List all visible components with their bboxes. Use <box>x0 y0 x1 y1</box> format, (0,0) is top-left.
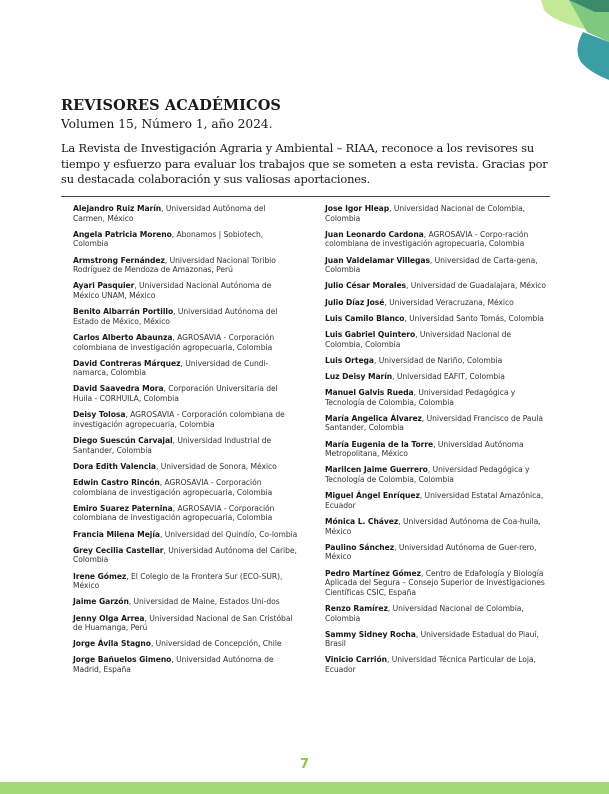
reviewer-name: Renzo Ramírez <box>325 603 388 613</box>
reviewer-affiliation: , Universidad de Concepción, Chile <box>150 639 282 649</box>
reviewer-affiliation: , Abonamos | Sobiotech, Colombia <box>73 229 264 249</box>
reviewer-affiliation: , Universidad de Carta-gena, Colombia <box>325 255 538 275</box>
reviewer-affiliation: , Universidad Autónoma del Estado de México, México <box>73 307 278 326</box>
reviewer-affiliation: , Universidad Francisco de Paula Santander, Colombia <box>325 413 543 433</box>
reviewer-affiliation: , El Colegio de la Frontera Sur (ECO-SUR), México <box>73 571 283 591</box>
reviewer-name: Pedro Martínez Gómez <box>325 568 421 578</box>
reviewer-name: Paulino Sánchez <box>325 542 395 552</box>
reviewer-name: Jenny Olga Arrea <box>73 613 145 623</box>
reviewer-entry <box>73 546 298 565</box>
reviewer-entry <box>73 204 298 223</box>
reviewer-entry <box>73 410 298 429</box>
reviewer-name: Jose Igor Hleap <box>325 204 390 213</box>
reviewers-left-column <box>73 204 298 681</box>
reviewer-entry <box>325 465 550 484</box>
reviewer-affiliation: , Universidad Pedagógica y Tecnología de Colombia, Colombia <box>325 465 530 484</box>
reviewer-name: María Angelica Álvarez <box>325 413 422 423</box>
reviewer-name: María Eugenia de la Torre <box>325 439 434 449</box>
reviewer-entry <box>325 330 550 349</box>
reviewer-affiliation: , Centro de Edafología y Biología Aplicada del Segura – Consejo Superior de Investigaciones Científicas CSIC, España <box>325 568 545 597</box>
reviewer-name: Diego Suescún Carvajal <box>73 436 173 446</box>
reviewer-affiliation: , Universidad Autónoma del Carmen, México <box>73 204 266 223</box>
reviewer-entry <box>73 639 298 649</box>
reviewer-name: Armstrong Fernández <box>73 255 165 265</box>
page-title: REVISORES ACADÉMICOS <box>61 97 282 114</box>
reviewer-entry <box>325 281 550 291</box>
reviewer-name: Emiro Suarez Paternina <box>73 503 173 513</box>
reviewer-name: Luz Deisy Marín <box>325 371 393 381</box>
reviewers-right-column <box>325 204 550 681</box>
reviewer-entry <box>73 436 298 455</box>
reviewer-name: Juan Valdelamar Villegas <box>325 255 430 265</box>
reviewer-affiliation: , Universidad Industrial de Santander, Colombia <box>73 436 272 455</box>
reviewer-affiliation: , Universidade Estadual do Piauí, Brasil <box>325 629 539 649</box>
reviewer-name: Jorge Ávila Stagno <box>73 639 151 649</box>
reviewer-affiliation: , Universidad Autónoma del Caribe, Colombia <box>73 545 297 565</box>
reviewer-entry <box>73 462 298 472</box>
reviewer-entry <box>73 572 298 591</box>
reviewer-affiliation: , Universidad Autónoma de Coa-huila, México <box>325 516 541 536</box>
reviewer-affiliation: , Universidad de Sonora, México <box>155 461 277 471</box>
reviewer-name: Miguel Ángel Enríquez <box>325 491 420 501</box>
reviewer-name: Marilcen Jaime Guerrero <box>325 465 428 475</box>
reviewer-entry <box>73 307 298 326</box>
reviewer-affiliation: , AGROSAVIA - Corporación colombiana de investigación agropecuaria, Colombia <box>73 410 285 429</box>
reviewer-entry <box>325 298 550 308</box>
reviewer-affiliation: , Universidad Nacional de San Cristóbal de Huamanga, Perú <box>73 613 293 633</box>
reviewer-entry <box>325 256 550 275</box>
reviewer-name: Manuel Galvis Rueda <box>325 388 414 398</box>
reviewer-name: Juan Leonardo Cardona <box>325 229 424 239</box>
reviewer-entry <box>325 491 550 510</box>
reviewer-entry <box>325 569 550 598</box>
reviewer-entry <box>325 388 550 407</box>
reviewer-entry <box>73 614 298 633</box>
reviewer-name: Alejandro Ruiz Marín <box>73 204 162 213</box>
reviewer-name: Edwin Castro Rincón <box>73 478 160 487</box>
reviewers-list <box>61 204 550 681</box>
reviewer-name: Irene Gómez <box>73 571 127 581</box>
reviewer-affiliation: , Universidad Nacional de Colombia, Colombia <box>325 603 524 623</box>
reviewer-entry <box>73 655 298 674</box>
reviewer-name: Sammy Sidney Rocha <box>325 629 416 639</box>
reviewer-name: Deisy Tolosa <box>73 410 126 420</box>
footer-bar <box>0 782 609 794</box>
page-number: 7 <box>299 757 310 772</box>
reviewer-name: Benito Albarrán Portillo <box>73 307 174 317</box>
reviewer-affiliation: , Universidad Autónoma de Madrid, España <box>73 655 274 675</box>
reviewer-entry <box>325 543 550 562</box>
reviewer-entry <box>73 333 298 352</box>
reviewer-entry <box>73 478 298 497</box>
reviewer-affiliation: , Universidad del Quindío, Co-lombia <box>159 529 298 539</box>
reviewer-affiliation: , Universidad Nacional Autónoma de México UNAM, México <box>73 281 272 300</box>
reviewer-affiliation: , Universidad Técnica Particular de Loja, Ecuador <box>325 655 536 675</box>
reviewer-name: Vinicio Carrión <box>325 655 387 665</box>
reviewer-affiliation: , Universidad de Nariño, Colombia <box>374 355 503 365</box>
reviewer-name: Luis Gabriel Quintero <box>325 329 416 339</box>
reviewer-affiliation: , Universidad de Guadalajara, México <box>406 281 546 291</box>
reviewer-entry <box>325 604 550 623</box>
reviewer-entry <box>325 655 550 674</box>
reviewer-name: David Saavedra Mora <box>73 384 164 394</box>
reviewer-affiliation: , Universidad de Maine, Estados Uni-dos <box>128 597 280 607</box>
reviewer-name: Julio César Morales <box>325 281 407 291</box>
reviewer-affiliation: , Universidad Autónoma de Guer-rero, México <box>325 542 537 562</box>
reviewer-affiliation: , Universidad Veracruzana, México <box>384 297 514 307</box>
reviewer-entry <box>325 630 550 649</box>
reviewer-entry <box>325 372 550 382</box>
reviewer-affiliation: , Universidad Nacional de Colombia, Colombia <box>325 329 511 349</box>
reviewer-name: Dora Edith Valencia <box>73 461 156 471</box>
reviewer-affiliation: , AGROSAVIA - Corporación colombiana de investigación agropecuaria, Colombia <box>73 332 275 352</box>
divider <box>61 196 550 198</box>
reviewer-name: Grey Cecilia Castellar <box>73 545 164 555</box>
reviewer-name: Luis Camilo Blanco <box>325 313 405 323</box>
reviewer-entry <box>73 359 298 378</box>
reviewer-affiliation: , Universidad Nacional Toribio Rodríguez de Mendoza de Amazonas, Perú <box>73 255 276 275</box>
reviewer-name: Jorge Bañuelos Gimeno <box>73 655 172 665</box>
reviewer-entry <box>325 440 550 459</box>
reviewer-name: Julio Díaz José <box>325 297 385 307</box>
reviewer-affiliation: , Universidad Autónoma Metropolitana, México <box>325 439 524 459</box>
reviewer-name: Carlos Alberto Abaunza <box>73 332 173 342</box>
reviewer-affiliation: , Universidad de Cundi-namarca, Colombia <box>73 358 269 378</box>
reviewer-affiliation: , AGROSAVIA - Corporación colombiana de investigación agropecuaria, Colombia <box>73 478 273 497</box>
reviewer-entry <box>325 314 550 324</box>
reviewers-page <box>61 97 550 681</box>
reviewer-affiliation: , AGROSAVIA - Corporación colombiana de investigación agropecuaria, Colombia <box>73 503 275 523</box>
reviewer-entry <box>325 414 550 433</box>
reviewer-name: Luis Ortega <box>325 355 375 365</box>
reviewer-entry <box>73 230 298 249</box>
reviewer-affiliation: , Universidad Estatal Amazónica, Ecuador <box>325 491 544 510</box>
reviewer-affiliation: , AGROSAVIA - Corpo-ración colombiana de investigación agropecuaria, Colombia <box>325 229 529 249</box>
reviewer-name: Mónica L. Chávez <box>325 516 399 526</box>
reviewer-entry <box>73 256 298 275</box>
reviewer-entry <box>73 281 298 300</box>
reviewer-entry <box>325 356 550 366</box>
reviewer-affiliation: , Universidad EAFIT, Colombia <box>392 371 505 381</box>
reviewer-entry <box>325 204 550 223</box>
reviewer-name: Angela Patricia Moreno <box>73 229 172 239</box>
decorative-corner-shapes <box>499 0 609 100</box>
reviewer-affiliation: , Corporación Universitaria del Huila - CORHUILA, Colombia <box>73 384 278 404</box>
reviewer-name: David Contreras Márquez <box>73 358 181 368</box>
reviewer-entry <box>73 530 298 540</box>
reviewer-name: Francia Milena Mejía <box>73 529 160 539</box>
reviewer-entry <box>73 384 298 403</box>
volume-subtitle: Volumen 15, Número 1, año 2024. <box>61 117 273 131</box>
reviewer-name: Jaime Garzón <box>73 597 129 607</box>
reviewer-name: Ayari Pasquier <box>73 281 135 291</box>
reviewer-entry <box>325 517 550 536</box>
intro-paragraph: La Revista de Investigación Agraria y Ambiental – RIAA, reconoce a los revisores su tiempo y esfuerzo para evaluar los trabajos que se someten a esta revista. Gracias por su destacada colaboración y sus valiosas aportaciones. <box>61 141 548 186</box>
reviewer-entry <box>325 230 550 249</box>
reviewer-entry <box>73 597 298 607</box>
reviewer-affiliation: , Universidad Nacional de Colombia, Colombia <box>325 204 526 223</box>
reviewer-affiliation: , Universidad Pedagógica y Tecnología de Colombia, Colombia <box>325 388 516 407</box>
reviewer-entry <box>73 504 298 523</box>
reviewer-affiliation: , Universidad Santo Tomás, Colombia <box>404 313 544 323</box>
